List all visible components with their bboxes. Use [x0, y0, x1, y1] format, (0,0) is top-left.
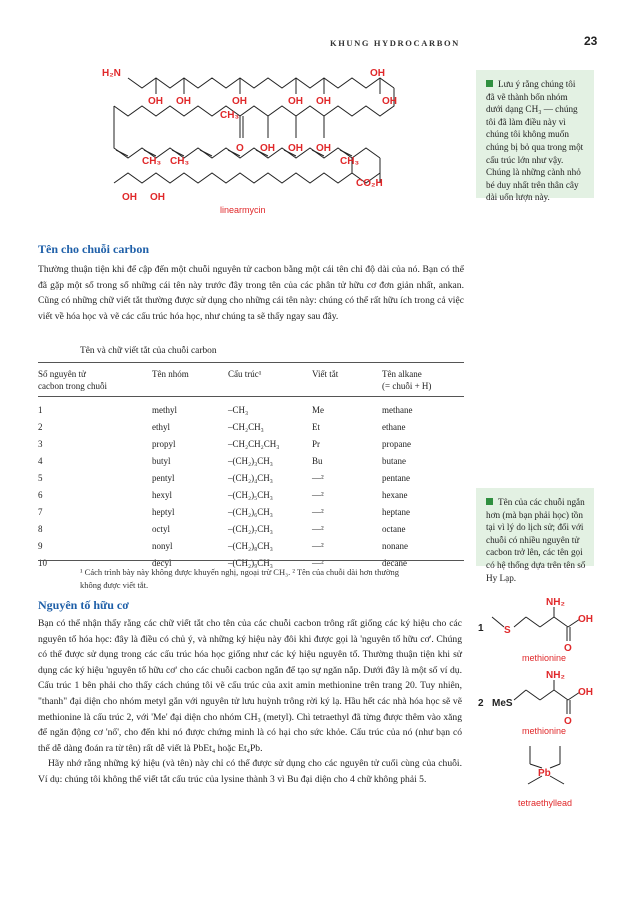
table-cell-structure: –(CH₂)₄CH₃ [228, 472, 273, 483]
table-cell-abbr: —² [312, 472, 324, 483]
label-oh: OH [232, 96, 247, 107]
table-cell-abbr: —² [312, 506, 324, 517]
table-cell-abbr: Et [312, 421, 320, 432]
table-cell-structure: –(CH₂)₃CH₃ [228, 455, 273, 466]
structure-number: 1 [478, 623, 484, 634]
note-square-icon [486, 80, 493, 87]
table-cell-group: ethyl [152, 421, 170, 432]
table-cell-n: 6 [38, 489, 43, 500]
table-cell-alkane: octane [382, 523, 406, 534]
table-row [38, 537, 464, 554]
margin-note-methyl [476, 70, 594, 203]
table-cell-group: pentyl [152, 472, 175, 483]
label-oh: OH [288, 143, 303, 154]
paragraph-text: Thường thuận tiện khi để cập đến một chuỗi nguyên tử cacbon bằng một cái tên chỉ độ dài của nó. Bạn có thể đã gặp một số trong số những cái tên này trước đây trong tên của các phân tử hữu cơ đơn giản nhất, ankan. Cũng có những chữ viết tắt thường được sử dụng cho những cái tên này: chúng có thể rất hữu ích trong cả việc viết về hóa học và vẽ các cấu trúc hóa học, như chúng ta sẽ thấy ngay sau đây. [38, 264, 464, 322]
sulfur-label: S [504, 625, 511, 636]
tetraethyllead-name: tetraethyllead [518, 798, 573, 808]
methionine-structure-1 [470, 595, 600, 665]
label-oh: OH [316, 96, 331, 107]
table-cell-n: 8 [38, 523, 43, 534]
table-cell-alkane: butane [382, 455, 406, 466]
methionine-structure-2 [470, 668, 600, 738]
label-co2h: CO₂H [356, 178, 383, 189]
pb-label: Pb [538, 768, 551, 779]
table-cell-alkane: nonane [382, 540, 408, 551]
table-footnote: ¹ Cách trình bày này không được khuyến nghị, ngoại trừ CH₃. ² Tên của chuỗi dài hơn thường không được viết tắt. [80, 567, 399, 590]
o-label: O [564, 716, 572, 727]
table-cell-n: 10 [38, 557, 47, 568]
table-row [38, 401, 464, 418]
paragraph-text: Bạn có thể nhận thấy rằng các chữ viết tắt cho tên của các chuỗi cacbon trông rất giống các ký hiệu cho các nguyên tố hóa học: đây là điều có chủ ý, và những ký hiệu này đôi khi được gọi là 'nguyên tố hữu cơ'. Chúng có thể được sử dụng trong các cấu trúc hóa học giống như các ký hiệu nguyên tố. Thường thuận tiện khi sử dụng các ký hiệu 'nguyên tố hữu cơ' cho các chuỗi cacbon ngắn để tạo sự ngăn nắp. Dưới đây là một số ví dụ. Cấu trúc 1 bên phải cho thấy cách chúng tôi vẽ cấu trúc của axit amin methionine trên trang 20. Tuy nhiên, "thanh" đại diện cho nhóm metyl gắn với nguyên tử lưu huỳnh trông rời ký lạ. Hầu hết các nhà hóa học sẽ vẽ methionine là cấu trúc 2, với 'Me' đại diện cho nhóm CH₃ (metyl). Chì tetraethyl đã từng được thêm vào xăng để ngăn động cơ 'nổ', cho đến khi nó được chứng minh là có hại cho sức khỏe. Cấu trúc của nó (như bạn có thể dễ dàng đoán ra từ tên) rất dễ viết là PbEt₄ hoặc Et₄Pb. [38, 618, 462, 754]
header-abbreviation: Viết tắt [312, 369, 339, 379]
table-cell-group: nonyl [152, 540, 173, 551]
paragraph-text: Hãy nhớ rằng những ký hiệu (và tên) này chỉ có thể được sử dụng cho các nguyên tử cuối cùng của chuỗi. Ví dụ: chúng tôi không thể viết tắt cấu trúc của lysine thành 3 vì Bu đại diện cho 4 chữ không phải 5. [38, 758, 462, 785]
table-cell-abbr: Me [312, 404, 324, 415]
table-row [38, 452, 464, 469]
header-structure: Cấu trúc¹ [228, 369, 262, 379]
table-caption: Tên và chữ viết tắt của chuỗi carbon [80, 346, 217, 356]
table-cell-alkane: methane [382, 404, 413, 415]
table-cell-structure: –CH₂CH₂CH₃ [228, 438, 280, 449]
structure-number: 2 [478, 698, 484, 709]
table-cell-structure: –(CH₂)₅CH₃ [228, 489, 273, 500]
table-cell-n: 1 [38, 404, 43, 415]
table-cell-group: propyl [152, 438, 176, 449]
table-cell-structure: –(CH₂)₇CH₃ [228, 523, 273, 534]
table-cell-n: 9 [38, 540, 43, 551]
label-ch3: CH₃ [142, 156, 162, 167]
table-row [38, 486, 464, 503]
header-carbons: Số nguyên tử cacbon trong chuỗi [38, 369, 107, 391]
table-cell-n: 2 [38, 421, 43, 432]
o-label: O [564, 643, 572, 654]
linearmycin-structure [90, 58, 430, 218]
table-cell-alkane: decane [382, 557, 407, 568]
section-title-carbon-chains: Tên cho chuỗi carbon [38, 242, 150, 256]
note-square-icon [486, 498, 493, 505]
table-rule-top [38, 362, 464, 363]
note-text: Lưu ý rằng chúng tôi đã vẽ thành bốn nhóm dưới dạng CH₃ — chúng tôi đã làm điều này vì chúng tôi không muốn chúng bị bỏ qua trong một cấu trúc lớn như vậy. Chúng là những cành nhỏ bé duy nhất trên thân cây dài uốn lượn này. [486, 79, 584, 203]
table-cell-group: heptyl [152, 506, 175, 517]
table-header-row [38, 368, 464, 397]
table-cell-structure: –CH₂CH₃ [228, 421, 264, 432]
table-cell-alkane: propane [382, 438, 411, 449]
table-row [38, 503, 464, 520]
note-text: Tên của các chuỗi ngắn hơn (mà bạn phải học) tồn tại vì lý do lịch sử; đối với chuỗi có nhiều nguyên tử cacbon trở lên, các tên gọi có hệ thống dựa trên tên số Hy Lạp. [486, 497, 586, 583]
table-cell-alkane: pentane [382, 472, 410, 483]
methionine-name-2: methionine [522, 726, 567, 736]
label-oh: OH [260, 143, 275, 154]
label-oh: OH [316, 143, 331, 154]
mes-label: MeS [492, 698, 513, 709]
table-row [38, 418, 464, 435]
table-cell-alkane: heptane [382, 506, 410, 517]
label-oh: OH [382, 96, 397, 107]
table-cell-group: butyl [152, 455, 171, 466]
label-oh: OH [370, 68, 385, 79]
label-oh: OH [122, 192, 137, 203]
nh2-label: NH₂ [546, 597, 565, 608]
section-title-organic-elements: Nguyên tố hữu cơ [38, 598, 129, 612]
label-oh: OH [150, 192, 165, 203]
table-row [38, 469, 464, 486]
table-cell-abbr: Pr [312, 438, 321, 449]
tetraethyllead-structure [500, 742, 610, 812]
label-o: O [236, 143, 244, 154]
section-paragraph [38, 262, 464, 324]
table-cell-group: octyl [152, 523, 170, 534]
table-cell-abbr: —² [312, 540, 324, 551]
table-cell-abbr: —² [312, 489, 324, 500]
label-ch3: CH₃ [220, 110, 240, 121]
carbon-chain-table [38, 368, 464, 571]
table-cell-alkane: hexane [382, 489, 408, 500]
table-cell-structure: –(CH₂)₆CH₃ [228, 506, 273, 517]
label-ch3: CH₃ [170, 156, 190, 167]
table-cell-n: 7 [38, 506, 43, 517]
label-h2n: H₂N [102, 68, 121, 79]
table-cell-abbr: —² [312, 523, 324, 534]
table-cell-abbr: Bu [312, 455, 323, 466]
table-cell-structure: –CH₃ [228, 404, 249, 415]
table-cell-abbr: —² [312, 557, 324, 568]
running-title: KHUNG HYDROCARBON [330, 38, 460, 48]
label-ch3: CH₃ [340, 156, 360, 167]
header-group-name: Tên nhóm [152, 369, 189, 379]
table-cell-group: decyl [152, 557, 172, 568]
margin-note-names [476, 488, 594, 583]
table-cell-n: 4 [38, 455, 43, 466]
table-cell-group: hexyl [152, 489, 172, 500]
table-row [38, 520, 464, 537]
page-number: 23 [584, 34, 598, 48]
table-cell-structure: –(CH₂)₈CH₃ [228, 540, 273, 551]
nh2-label: NH₂ [546, 670, 565, 681]
oh-label: OH [578, 687, 593, 698]
table-cell-group: methyl [152, 404, 177, 415]
table-cell-structure: –(CH₂)₉CH₃ [228, 557, 273, 568]
header-alkane: Tên alkane (= chuỗi + H) [382, 369, 432, 391]
label-oh: OH [148, 96, 163, 107]
table-row [38, 435, 464, 452]
oh-label: OH [578, 614, 593, 625]
section-paragraphs [38, 616, 462, 788]
linearmycin-name: linearmycin [220, 205, 266, 215]
table-cell-n: 3 [38, 438, 43, 449]
table-rule-bottom [38, 560, 464, 561]
table-cell-n: 5 [38, 472, 43, 483]
label-oh: OH [176, 96, 191, 107]
table-cell-alkane: ethane [382, 421, 406, 432]
methionine-name-1: methionine [522, 653, 567, 663]
label-oh: OH [288, 96, 303, 107]
